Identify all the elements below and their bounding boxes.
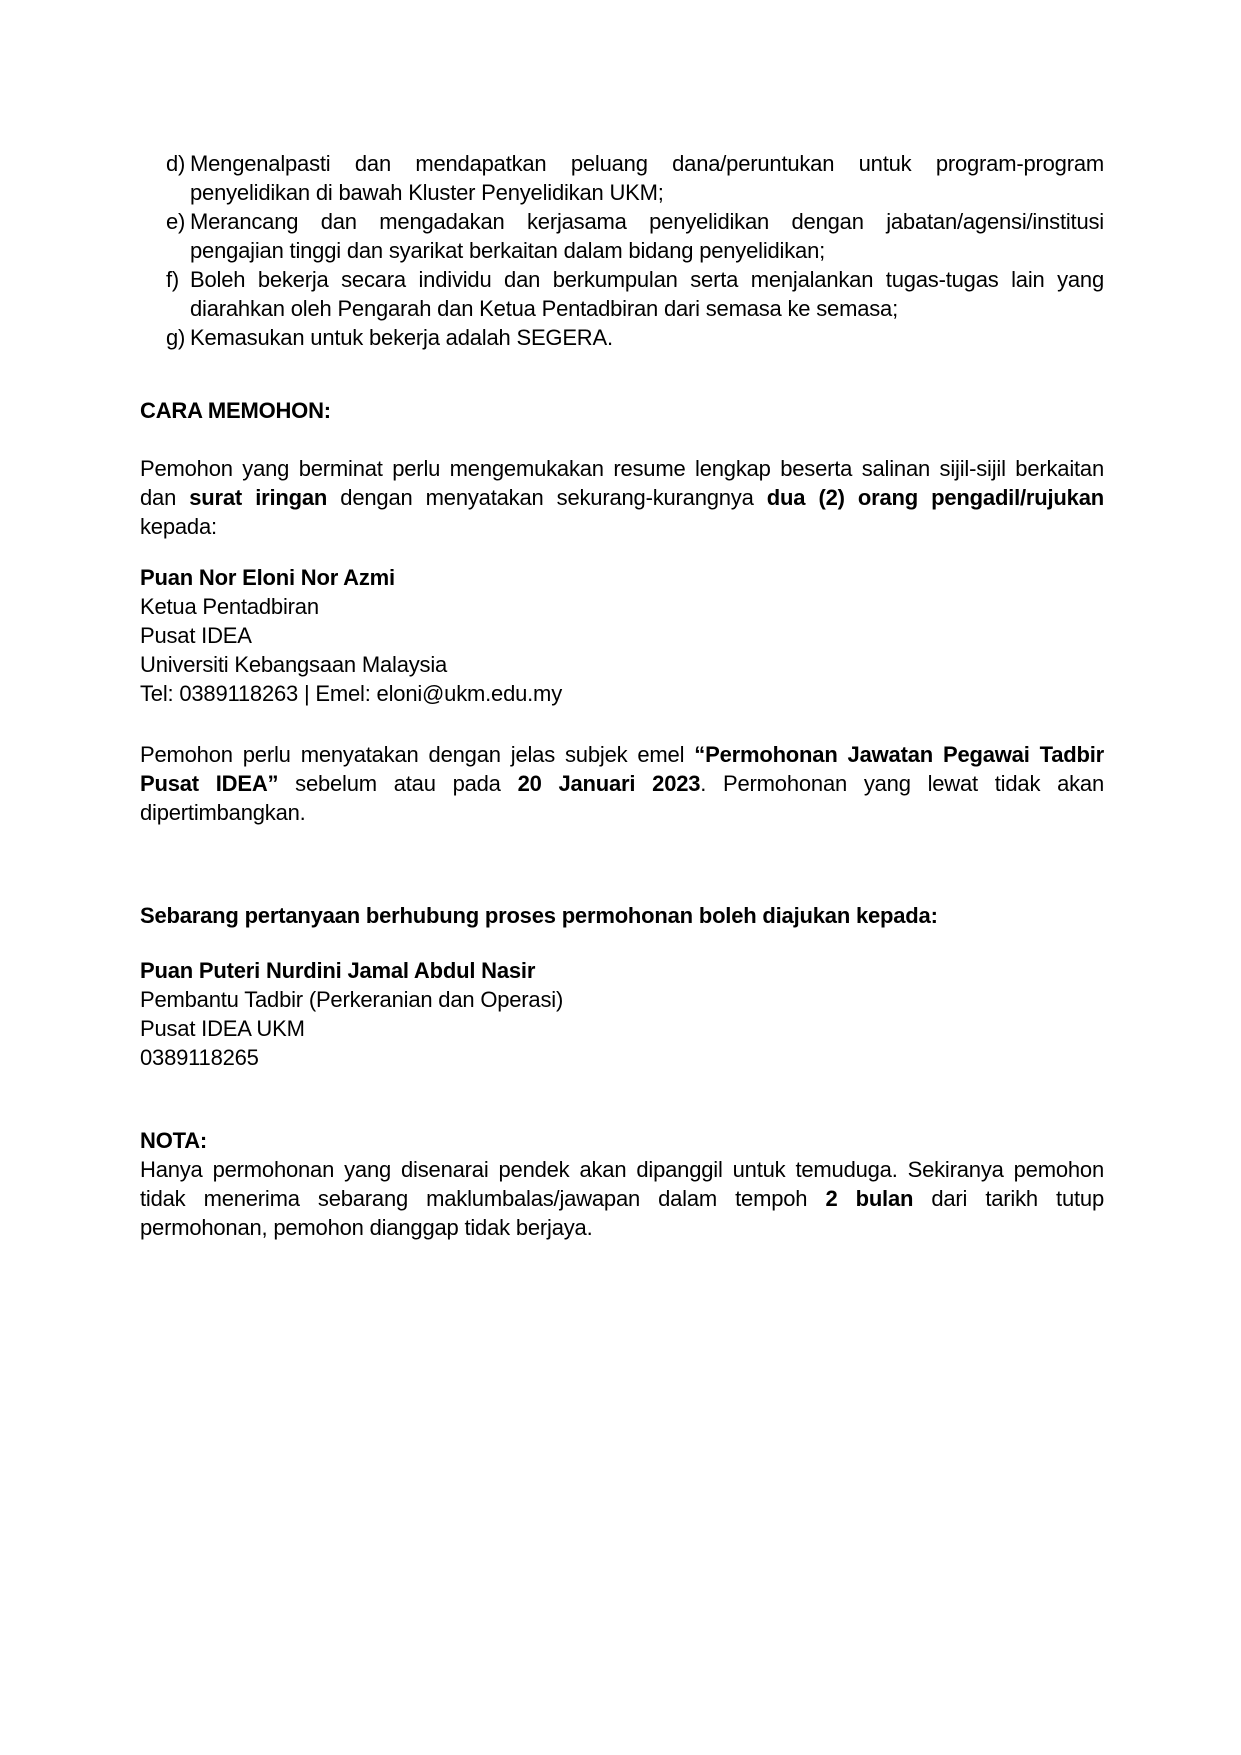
list-item bbox=[140, 207, 1104, 265]
section-heading-cara-memohon: CARA MEMOHON: bbox=[140, 398, 331, 423]
duty-list bbox=[140, 149, 1104, 352]
contact-name: Puan Puteri Nurdini Jamal Abdul Nasir bbox=[140, 958, 536, 983]
list-item-marker: d) bbox=[166, 151, 186, 176]
contact-line: Tel: 0389118263 | Emel: eloni@ukm.edu.my bbox=[140, 681, 562, 706]
list-item-text: Mengenalpasti dan mendapatkan peluang dana/peruntukan untuk program-program penyelidikan di bawah Kluster Penyelidikan UKM; bbox=[190, 151, 1104, 205]
list-item bbox=[140, 265, 1104, 323]
deadline-paragraph: Pemohon perlu menyatakan dengan jelas subjek emel “Permohonan Jawatan Pegawai Tadbir Pusat IDEA” sebelum atau pada 20 Januari 2023. Permohonan yang lewat tidak akan dipertimbangkan. bbox=[140, 742, 1105, 825]
note-heading: NOTA: bbox=[140, 1128, 208, 1153]
contact-line: 0389118265 bbox=[140, 1045, 259, 1070]
contact-block-primary bbox=[140, 563, 1104, 708]
list-item bbox=[140, 149, 1104, 207]
document-content bbox=[140, 149, 1104, 1242]
contact-line: Pembantu Tadbir (Perkeranian dan Operasi) bbox=[140, 987, 564, 1012]
contact-line: Ketua Pentadbiran bbox=[140, 594, 319, 619]
contact-name: Puan Nor Eloni Nor Azmi bbox=[140, 565, 395, 590]
contact-line: Pusat IDEA bbox=[140, 623, 252, 648]
list-item-text: Boleh bekerja secara individu dan berkumpulan serta menjalankan tugas-tugas lain yang diarahkan oleh Pengarah dan Ketua Pentadbiran dari semasa ke semasa; bbox=[190, 267, 1104, 321]
list-item-marker: f) bbox=[166, 267, 180, 292]
enquiry-heading: Sebarang pertanyaan berhubung proses permohonan boleh diajukan kepada: bbox=[140, 903, 938, 928]
contact-line: Universiti Kebangsaan Malaysia bbox=[140, 652, 448, 677]
contact-line: Pusat IDEA UKM bbox=[140, 1016, 305, 1041]
apply-paragraph: Pemohon yang berminat perlu mengemukakan resume lengkap beserta salinan sijil-sijil berkaitan dan surat iringan dengan menyatakan sekurang-kurangnya dua (2) orang pengadil/rujukan kepada: bbox=[140, 456, 1104, 539]
note-paragraph: Hanya permohonan yang disenarai pendek akan dipanggil untuk temuduga. Sekiranya pemohon tidak menerima sebarang maklumbalas/jawapan dalam tempoh 2 bulan dari tarikh tutup permohonan, pemohon dianggap tidak berjaya. bbox=[140, 1157, 1104, 1240]
list-item bbox=[140, 323, 1104, 352]
contact-block-secondary bbox=[140, 956, 1104, 1072]
list-item-text: Kemasukan untuk bekerja adalah SEGERA. bbox=[190, 325, 613, 350]
list-item-text: Merancang dan mengadakan kerjasama penyelidikan dengan jabatan/agensi/institusi pengajian tinggi dan syarikat berkaitan dalam bidang penyelidikan; bbox=[190, 209, 1104, 263]
list-item-marker: g) bbox=[166, 325, 186, 350]
list-item-marker: e) bbox=[166, 209, 186, 234]
